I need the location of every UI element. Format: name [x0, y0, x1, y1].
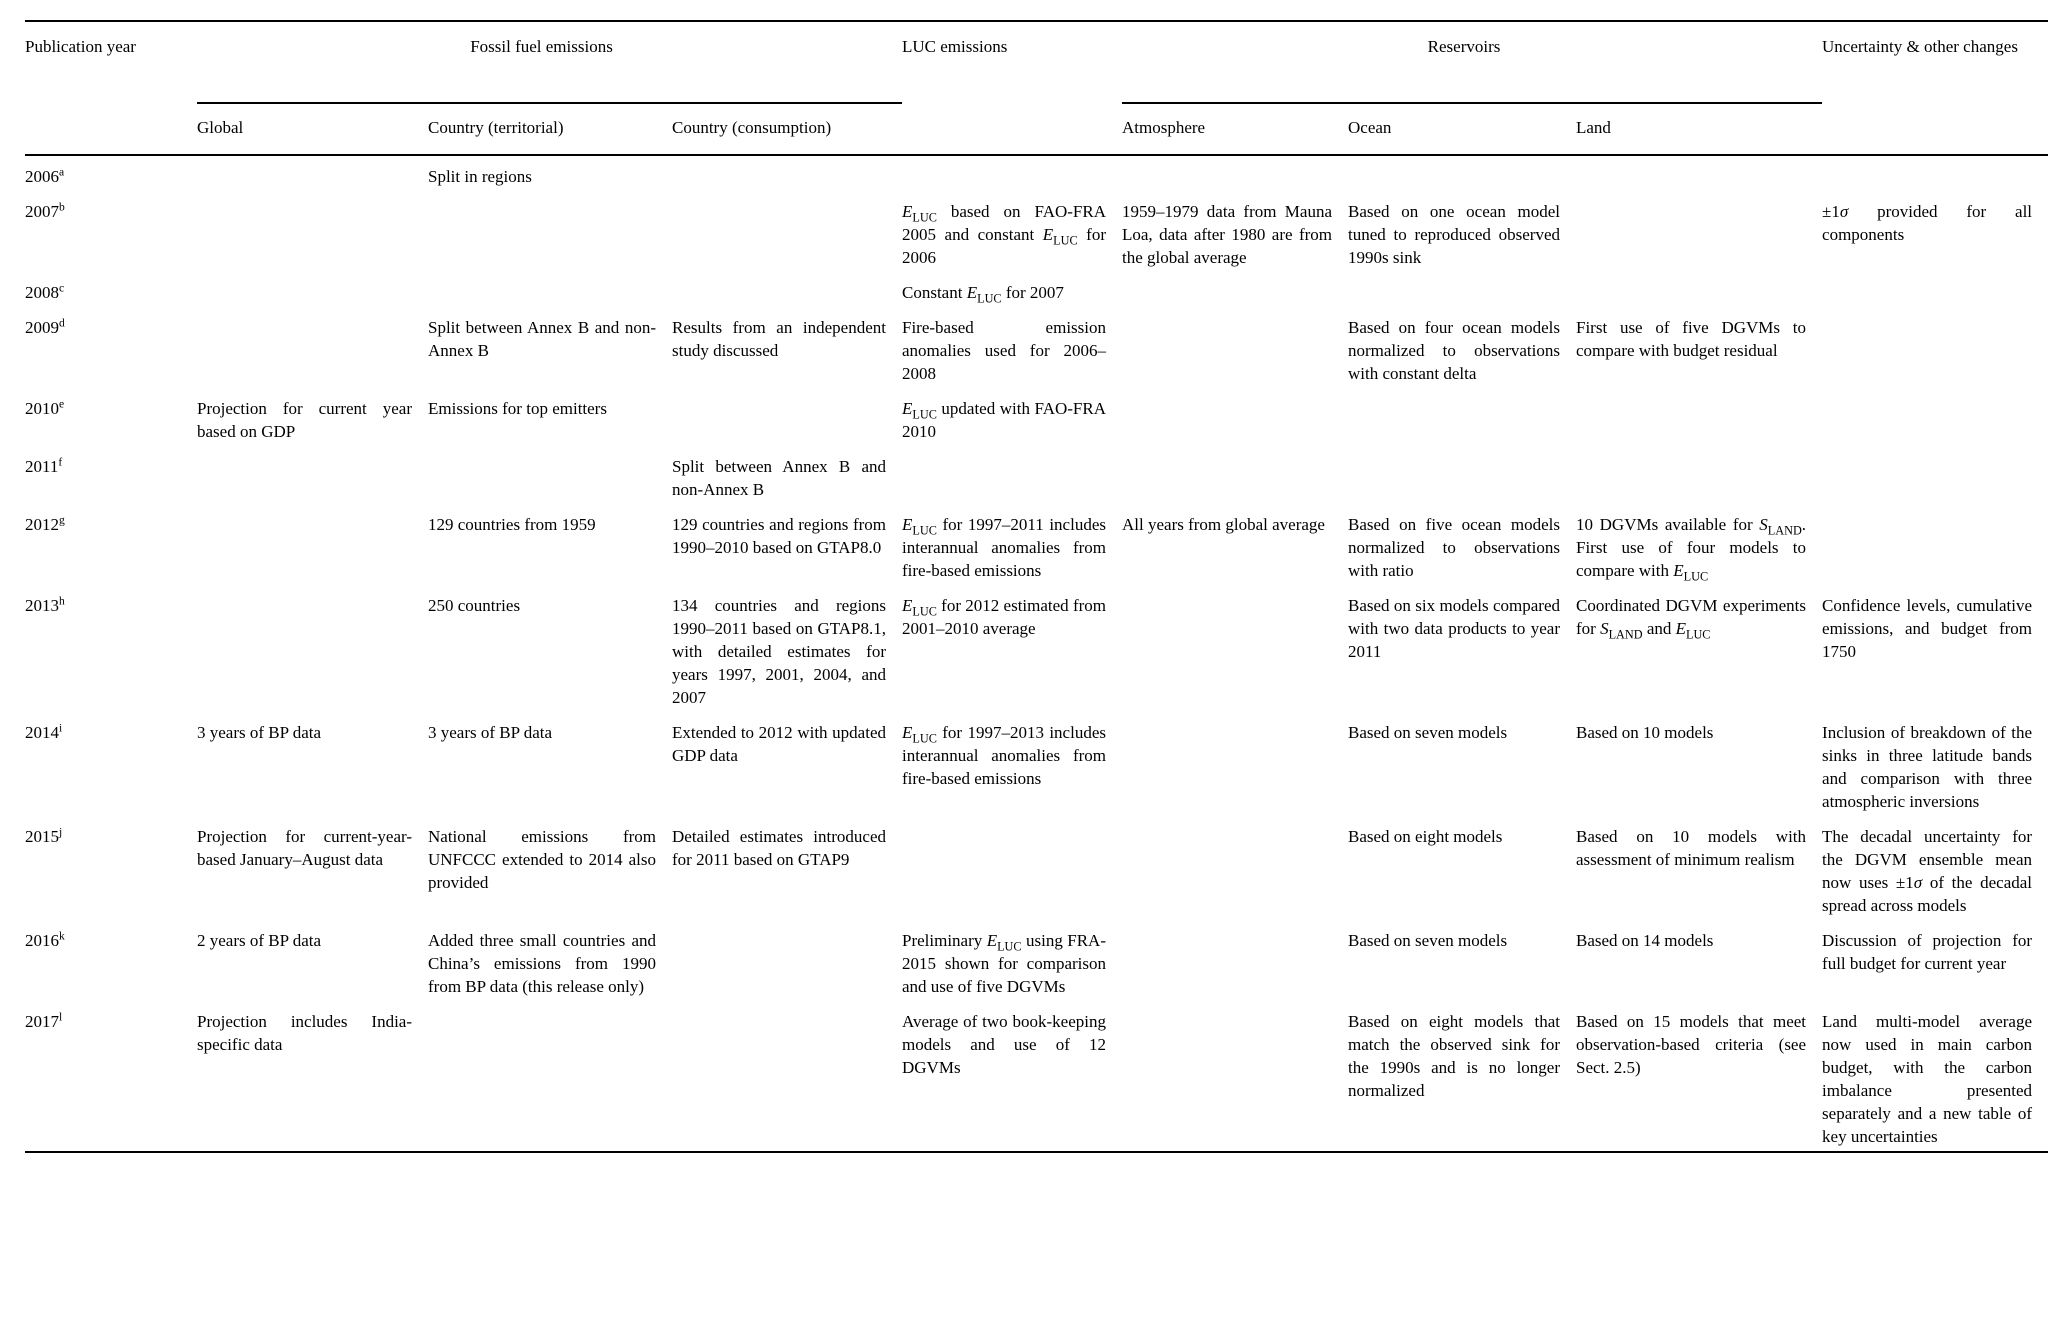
cell-atmosphere [1122, 272, 1348, 307]
col-header-publication-year: Publication year [25, 37, 136, 56]
footnote-marker: h [59, 594, 65, 608]
cell-global: 2 years of BP data [197, 931, 322, 950]
cell-publication-year: 2009$^d$ [25, 316, 65, 337]
cell-ocean: Based on one ocean model tuned to reproduced observed 1990s sink [1348, 202, 1560, 267]
cell-territorial [428, 1001, 672, 1152]
cell-ocean: Based on five ocean models normalized to observations with ratio [1348, 515, 1560, 580]
cell-ocean [1348, 388, 1576, 446]
cell-territorial [428, 272, 672, 307]
cell-consumption [672, 272, 902, 307]
table-row [25, 446, 2048, 504]
table-row [25, 191, 2048, 272]
cell-atmosphere [1122, 388, 1348, 446]
cell-global [197, 191, 428, 272]
cell-ocean [1348, 446, 1576, 504]
table-row [25, 155, 2048, 191]
col-header-land: Land [1576, 103, 1822, 155]
cell-ocean [1348, 155, 1576, 191]
cell-luc: $E_{LUC}$ based on FAO-FRA 2005 and constant $E_{LUC}$ for 2006 [902, 202, 1107, 267]
footnote-marker: j [59, 825, 63, 839]
cell-atmosphere [1122, 446, 1348, 504]
cell-consumption [672, 155, 902, 191]
cell-luc: $E_{LUC}$ for 2012 estimated from 2001–2010 average [902, 596, 1106, 638]
cell-global [197, 307, 428, 388]
table-row [25, 272, 2048, 307]
cell-consumption [672, 920, 902, 1001]
cell-land [1576, 272, 1822, 307]
header-group-row [25, 21, 2048, 103]
cell-global [197, 504, 428, 585]
cell-uncertainty: Discussion of projection for full budget for current year [1822, 931, 2033, 973]
table-row [25, 585, 2048, 712]
header-spacer [25, 103, 197, 155]
cell-consumption: Detailed estimates introduced for 2011 based on GTAP9 [672, 827, 886, 869]
col-group-fossil-fuel-emissions: Fossil fuel emissions [197, 21, 902, 103]
footnote-marker: b [59, 200, 65, 214]
cell-luc: Constant $E_{LUC}$ for 2007 [902, 283, 1064, 306]
methods-history-table [25, 20, 2048, 1153]
cell-global: Projection for current year based on GDP [197, 399, 412, 441]
header-sub-row [25, 103, 2048, 155]
cell-consumption [672, 388, 902, 446]
cell-global: Projection includes India-specific data [197, 1012, 412, 1054]
cell-atmosphere [1122, 920, 1348, 1001]
table-row [25, 1001, 2048, 1152]
cell-territorial: Split in regions [428, 167, 532, 186]
header-spacer [1822, 103, 2048, 155]
cell-territorial: Split between Annex B and non-Annex B [428, 318, 656, 360]
cell-publication-year: 2014$^i$ [25, 721, 63, 742]
cell-consumption [672, 191, 902, 272]
cell-consumption: Extended to 2012 with updated GDP data [672, 723, 886, 765]
cell-uncertainty [1822, 307, 2048, 388]
cell-global: 3 years of BP data [197, 723, 322, 742]
cell-land [1576, 446, 1822, 504]
cell-consumption: 129 countries and regions from 1990–2010 based on GTAP8.0 [672, 515, 886, 557]
cell-uncertainty [1822, 272, 2048, 307]
cell-publication-year: 2012$^g$ [25, 513, 65, 534]
cell-ocean: Based on seven models [1348, 931, 1508, 950]
footnote-marker: i [59, 721, 63, 735]
footnote-marker: a [59, 165, 65, 179]
cell-uncertainty: ±1σ provided for all components [1822, 202, 2033, 244]
cell-ocean: Based on four ocean models normalized to observations with constant delta [1348, 318, 1560, 383]
cell-atmosphere [1122, 155, 1348, 191]
col-header-global: Global [197, 103, 428, 155]
cell-atmosphere [1122, 1001, 1348, 1152]
cell-land: 10 DGVMs available for $S_{LAND}$. First use of four models to compare with $E_{LUC}$ [1576, 515, 1807, 584]
cell-territorial: Emissions for top emitters [428, 399, 607, 418]
footnote-marker: f [58, 455, 63, 469]
cell-publication-year: 2008$^c$ [25, 281, 65, 302]
cell-territorial: 250 countries [428, 596, 521, 615]
cell-uncertainty [1822, 155, 2048, 191]
cell-publication-year: 2011$^f$ [25, 455, 63, 476]
cell-publication-year: 2013$^h$ [25, 594, 65, 615]
cell-luc: $E_{LUC}$ updated with FAO-FRA 2010 [902, 399, 1106, 441]
col-group-reservoirs: Reservoirs [1122, 21, 1822, 103]
cell-consumption: 134 countries and regions 1990–2011 based on GTAP8.1, with detailed estimates for years 1997, 2001, 2004, and 2007 [672, 596, 886, 707]
col-header-atmosphere: Atmosphere [1122, 103, 1348, 155]
cell-luc: Fire-based emission anomalies used for 2006–2008 [902, 318, 1106, 383]
footnote-marker: k [59, 929, 65, 943]
cell-publication-year: 2006$^a$ [25, 165, 65, 186]
table-row [25, 307, 2048, 388]
cell-territorial: Added three small countries and China’s emissions from 1990 from BP data (this release only) [428, 931, 656, 996]
cell-global [197, 446, 428, 504]
cell-territorial: National emissions from UNFCCC extended to 2014 also provided [428, 827, 656, 892]
cell-land [1576, 155, 1822, 191]
cell-land: First use of five DGVMs to compare with budget residual [1576, 318, 1807, 360]
table-row [25, 388, 2048, 446]
cell-publication-year: 2017$^l$ [25, 1010, 63, 1031]
cell-global [197, 585, 428, 712]
cell-consumption: Split between Annex B and non-Annex B [672, 457, 886, 499]
cell-land: Based on 10 models [1576, 723, 1714, 742]
cell-luc [902, 155, 1122, 191]
cell-uncertainty [1822, 504, 2048, 585]
cell-ocean: Based on seven models [1348, 723, 1508, 742]
cell-uncertainty: The decadal uncertainty for the DGVM ensemble mean now uses ±1σ of the decadal spread across models [1822, 827, 2033, 915]
col-header-luc-emissions: LUC emissions [902, 37, 1008, 56]
table-header [25, 21, 2048, 155]
footnote-marker: g [59, 513, 65, 527]
cell-luc: Average of two book-keeping models and use of 12 DGVMs [902, 1012, 1106, 1077]
cell-publication-year: 2015$^j$ [25, 825, 63, 846]
cell-global: Projection for current-year-based January–August data [197, 827, 412, 869]
footnote-marker: d [59, 316, 65, 330]
footnote-marker: e [59, 397, 65, 411]
cell-ocean: Based on eight models [1348, 827, 1503, 846]
cell-uncertainty: Land multi-model average now used in main carbon budget, with the carbon imbalance presented separately and a new table of key uncertainties [1822, 1012, 2033, 1146]
col-header-country-consumption: Country (consumption) [672, 103, 902, 155]
col-header-uncertainty-other-changes: Uncertainty & other changes [1822, 37, 2018, 56]
cell-global [197, 272, 428, 307]
cell-atmosphere: 1959–1979 data from Mauna Loa, data after 1980 are from the global average [1122, 202, 1332, 267]
footnote-marker: l [59, 1010, 63, 1024]
cell-land [1576, 191, 1822, 272]
cell-atmosphere [1122, 712, 1348, 816]
cell-uncertainty [1822, 446, 2048, 504]
cell-atmosphere [1122, 585, 1348, 712]
cell-publication-year: 2016$^k$ [25, 929, 65, 950]
header-spacer [902, 103, 1122, 155]
cell-publication-year: 2007$^b$ [25, 200, 65, 221]
col-header-country-territorial: Country (territorial) [428, 103, 672, 155]
cell-luc: Preliminary $E_{LUC}$ using FRA-2015 shown for comparison and use of five DGVMs [902, 931, 1106, 996]
cell-territorial: 3 years of BP data [428, 723, 553, 742]
cell-land: Based on 15 models that meet observation-based criteria (see Sect. 2.5) [1576, 1012, 1807, 1077]
cell-territorial: 129 countries from 1959 [428, 515, 596, 534]
cell-land: Based on 10 models with assessment of minimum realism [1576, 827, 1807, 869]
table-body [25, 155, 2048, 1152]
cell-territorial [428, 446, 672, 504]
cell-uncertainty: Confidence levels, cumulative emissions, and budget from 1750 [1822, 596, 2033, 661]
table-row [25, 816, 2048, 920]
cell-publication-year: 2010e [25, 397, 65, 418]
col-header-ocean: Ocean [1348, 103, 1576, 155]
cell-atmosphere [1122, 307, 1348, 388]
cell-luc: $E_{LUC}$ for 1997–2011 includes interannual anomalies from fire-based emissions [902, 515, 1106, 580]
table-row [25, 504, 2048, 585]
cell-ocean [1348, 272, 1576, 307]
cell-land: Based on 14 models [1576, 931, 1714, 950]
cell-land [1576, 388, 1822, 446]
cell-land: Coordinated DGVM experiments for $S_{LAND}$ and $E_{LUC}$ [1576, 596, 1807, 642]
cell-luc [902, 816, 1122, 920]
cell-territorial [428, 191, 672, 272]
cell-consumption [672, 1001, 902, 1152]
cell-luc: $E_{LUC}$ for 1997–2013 includes interannual anomalies from fire-based emissions [902, 723, 1106, 788]
cell-atmosphere: All years from global average [1122, 515, 1325, 534]
table-row [25, 920, 2048, 1001]
cell-global [197, 155, 428, 191]
cell-uncertainty [1822, 388, 2048, 446]
cell-ocean: Based on six models compared with two data products to year 2011 [1348, 596, 1560, 661]
cell-consumption: Results from an independent study discussed [672, 318, 886, 360]
cell-ocean: Based on eight models that match the observed sink for the 1990s and is no longer normalized [1348, 1012, 1560, 1100]
footnote-marker: c [59, 281, 65, 295]
cell-luc [902, 446, 1122, 504]
cell-uncertainty: Inclusion of breakdown of the sinks in three latitude bands and comparison with three atmospheric inversions [1822, 723, 2033, 811]
cell-atmosphere [1122, 816, 1348, 920]
table-row [25, 712, 2048, 816]
